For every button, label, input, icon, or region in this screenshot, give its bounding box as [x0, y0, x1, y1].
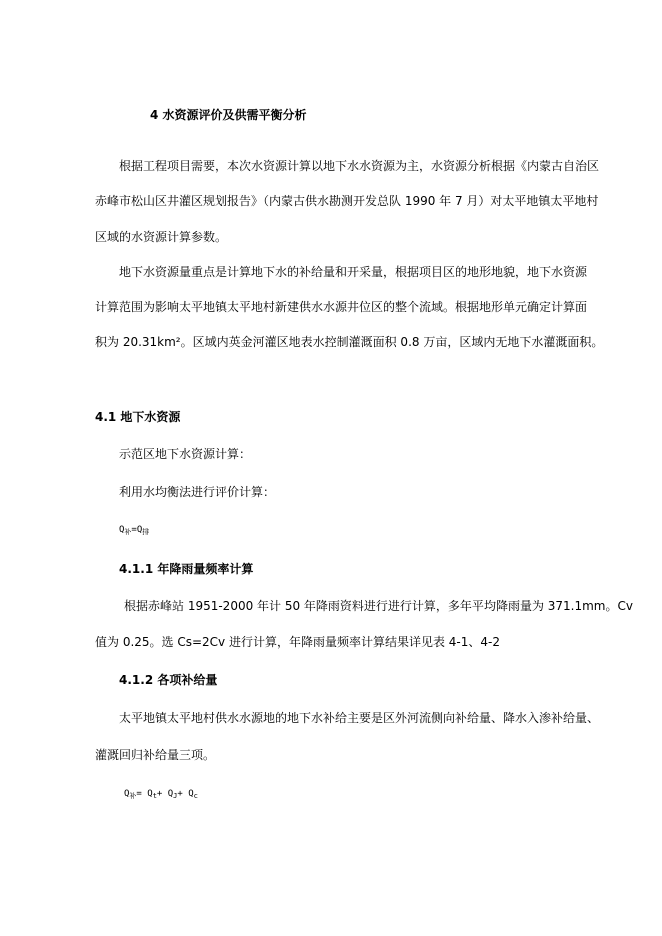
para2-line1: 地下水资源量重点是计算地下水的补给量和开采量，根据项目区的地形地貌，地下水资源 — [119, 265, 588, 279]
para2-line2: 计算范围为影响太平地镇太平地村新建供水水源井位区的整个流域。根据地形单元确定计算面 — [95, 300, 588, 314]
recharge-equation — [124, 786, 198, 804]
eq-sub-recharge: 补 — [124, 528, 132, 536]
eq2-equals: = Q — [136, 789, 153, 799]
section-4-1-2-heading: 4.1.2 各项补给量 — [119, 673, 218, 687]
eq2-plus2: + Q — [177, 789, 194, 799]
eq-sub-discharge: 排 — [142, 528, 150, 536]
eq2-sub-j: J — [173, 792, 178, 800]
eq2-sub-t: t — [152, 792, 157, 800]
section-4-heading: 4 水资源评价及供需平衡分析 — [150, 108, 307, 122]
eq2-sub-c: c — [193, 792, 198, 800]
section-4-1-line2: 利用水均衡法进行评价计算： — [119, 485, 276, 499]
para2-line3: 积为 20.31km²。区域内英金河灌区地表水控制灌溉面积 0.8 万亩，区域内无地下水灌溉面积。 — [95, 335, 604, 349]
water-balance-equation — [119, 522, 149, 540]
section-4-1-1-heading: 4.1.1 年降雨量频率计算 — [119, 562, 254, 576]
eq2-plus1: + Q — [156, 789, 174, 799]
section-4-1-1-line2: 值为 0.25。选 Cs=2Cv 进行计算，年降雨量频率计算结果详见表 4-1、4-2 — [95, 635, 500, 649]
section-4-1-heading: 4.1 地下水资源 — [95, 410, 181, 424]
eq2-q: Q — [124, 789, 130, 799]
section-4-1-1-line1: 根据赤峰站 1951-2000 年计 50 年降雨资料进行进行计算，多年平均降雨量为 371.1mm。Cv — [124, 599, 633, 613]
para1-line1: 根据工程项目需要，本次水资源计算以地下水水资源为主，水资源分析根据《内蒙古自治区 — [119, 159, 600, 173]
para1-line2: 赤峰市松山区井灌区规划报告》（内蒙古供水勘测开发总队 1990 年 7 月）对太平地镇太平地村 — [95, 194, 599, 208]
section-4-1-2-line1: 太平地镇太平地村供水水源地的地下水补给主要是区外河流侧向补给量、降水入渗补给量、 — [119, 711, 600, 725]
section-4-1-2-line2: 灌溉回归补给量三项。 — [95, 748, 216, 762]
eq2-sub-recharge: 补 — [129, 792, 137, 800]
section-4-1-line1: 示范区地下水资源计算： — [119, 447, 252, 461]
eq-q: Q — [119, 525, 125, 535]
para1-line3: 区域的水资源计算参数。 — [95, 230, 228, 244]
eq-equals-q: =Q — [131, 525, 143, 535]
